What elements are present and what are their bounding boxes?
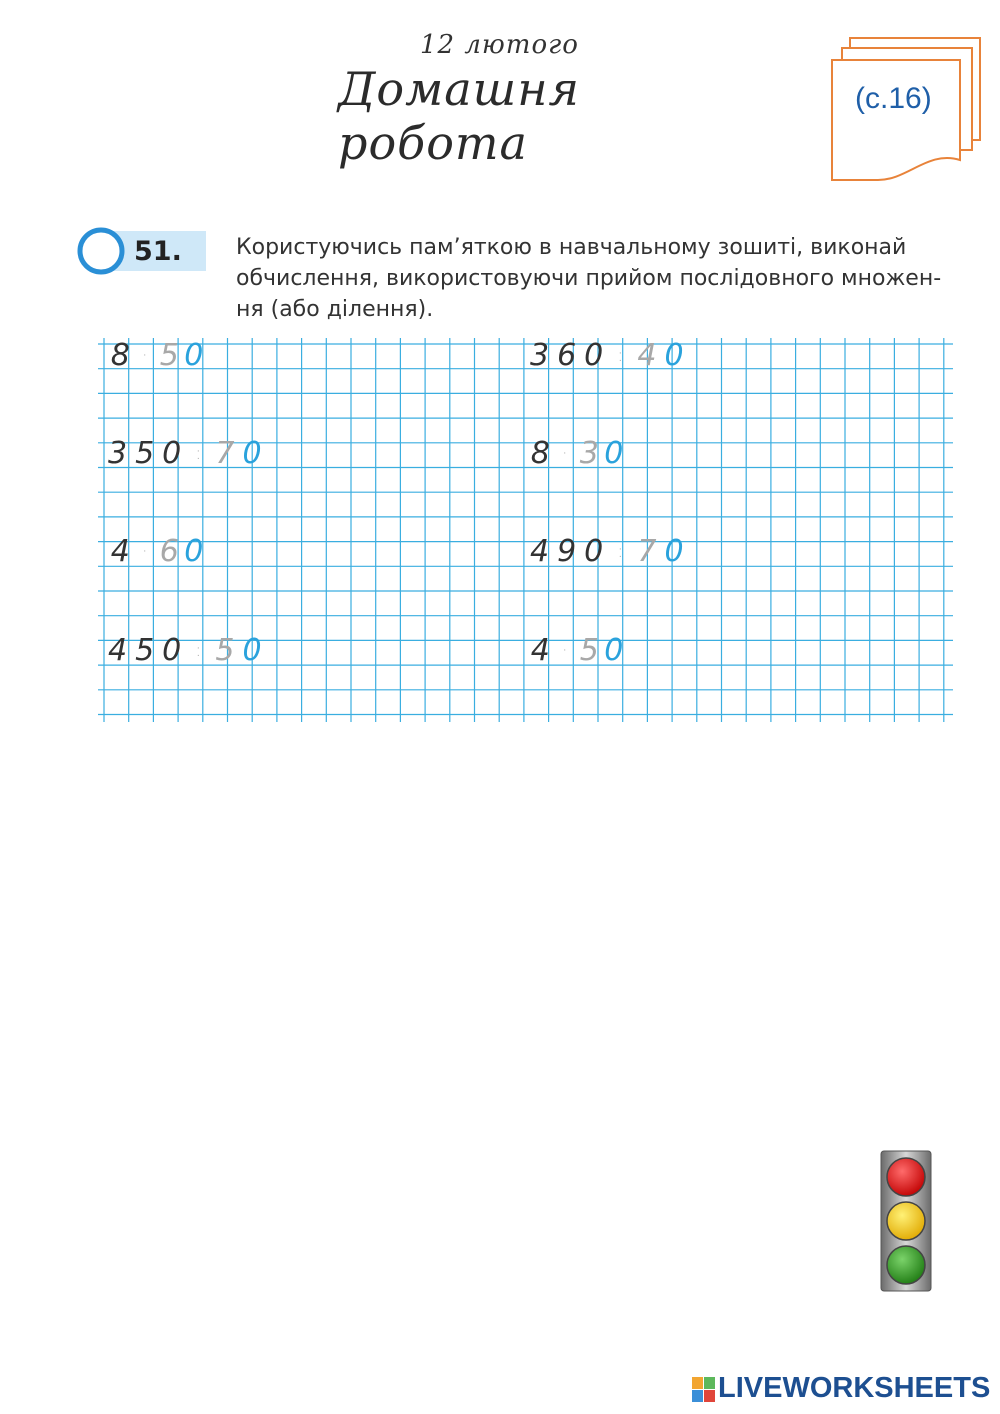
operand-second-tens: 3: [579, 436, 599, 471]
instruction-line: ня (або ділення).: [236, 297, 434, 322]
instruction-line: Користуючись пам’яткою в навчальному зошиті, виконай: [236, 235, 907, 260]
task-instruction: [236, 232, 952, 325]
liveworksheets-logo-icon: [692, 1377, 716, 1403]
task-number: 51.: [134, 236, 182, 267]
operand-second-zero: 0: [184, 338, 204, 373]
operand-second-zero: 0: [242, 436, 270, 471]
operand-second-zero: 0: [242, 633, 270, 668]
operator: ·: [561, 443, 568, 464]
exercise-row: [108, 436, 270, 476]
operand-first: 4: [110, 534, 130, 569]
operand-second-zero: 0: [664, 534, 692, 569]
date-heading: 12 лютого: [420, 30, 579, 60]
exercise-row: [530, 338, 692, 378]
operator: ·: [141, 541, 148, 562]
operand-first: 360: [530, 338, 612, 373]
operand-first: 4: [530, 633, 550, 668]
operand-first: 490: [530, 534, 612, 569]
exercise-row: [108, 633, 270, 673]
exercise-row: [528, 436, 626, 476]
operand-second-zero: 0: [604, 633, 624, 668]
exercise-row: [528, 633, 626, 673]
operator: :: [617, 541, 632, 562]
operator: ·: [141, 345, 148, 366]
exercise-row: [108, 338, 206, 378]
operator: ·: [561, 640, 568, 661]
operand-second-tens: 5: [159, 338, 179, 373]
operand-first: 8: [110, 338, 130, 373]
operand-first: 350: [108, 436, 190, 471]
instruction-line: обчислення, використовуючи прийом послідовного множен-: [236, 266, 942, 291]
page-title: Домашня робота: [338, 62, 580, 170]
operator: :: [195, 640, 210, 661]
operator: :: [195, 443, 210, 464]
traffic-light-icon[interactable]: [880, 1150, 932, 1292]
operand-second-tens: 5: [215, 633, 243, 668]
operator: :: [617, 345, 632, 366]
operand-second-tens: 7: [637, 534, 665, 569]
operand-second-tens: 5: [579, 633, 599, 668]
operand-second-zero: 0: [604, 436, 624, 471]
operand-second-tens: 4: [637, 338, 665, 373]
exercise-row: [108, 534, 206, 574]
footer-brand[interactable]: LIVEWORKSHEETS: [718, 1372, 991, 1404]
exercise-row: [530, 534, 692, 574]
page-reference: (с.16): [855, 82, 932, 115]
operand-second-tens: 7: [215, 436, 243, 471]
operand-first: 8: [530, 436, 550, 471]
operand-second-zero: 0: [184, 534, 204, 569]
operand-first: 450: [108, 633, 190, 668]
operand-second-zero: 0: [664, 338, 692, 373]
operand-second-tens: 6: [159, 534, 179, 569]
